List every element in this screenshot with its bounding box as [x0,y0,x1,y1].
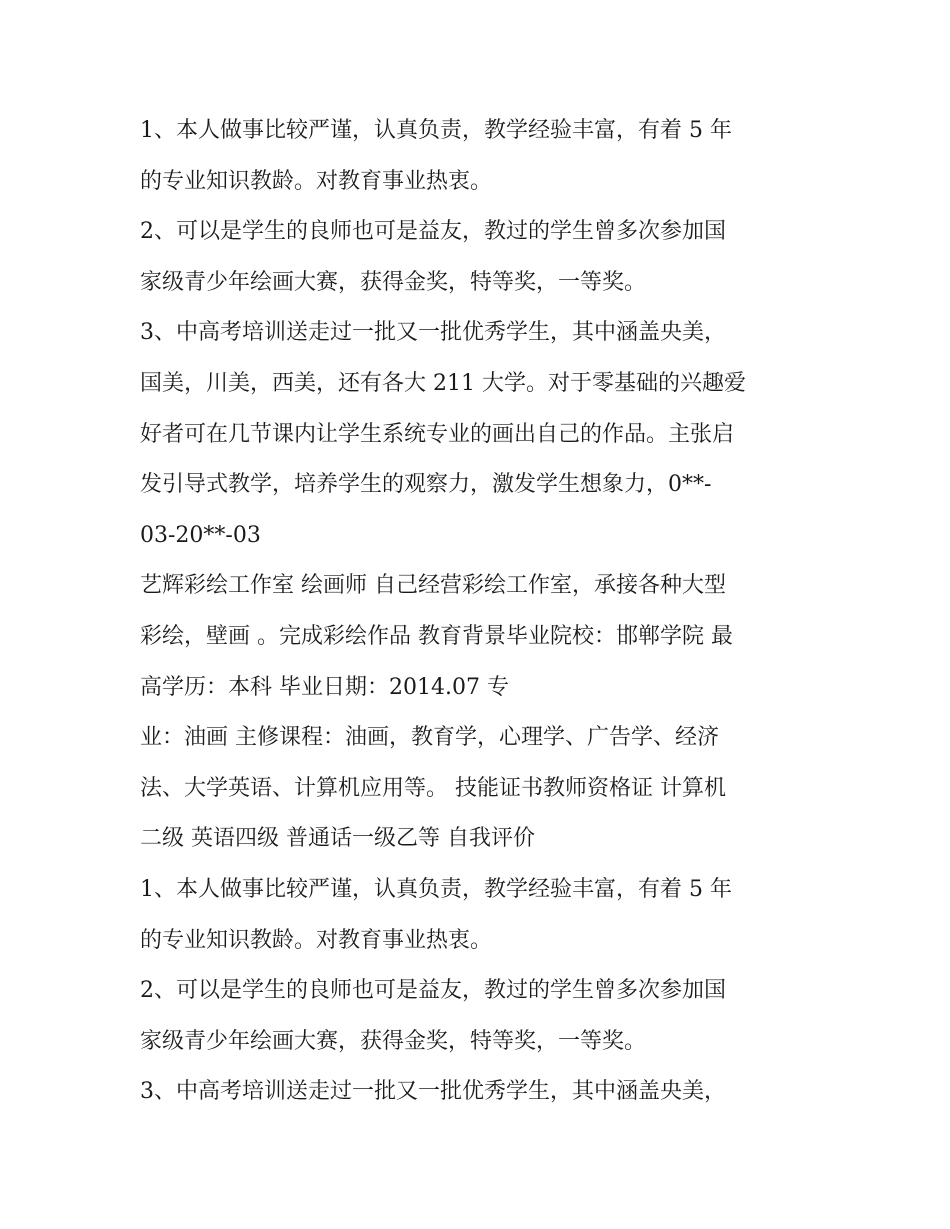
text-line-12: 高学历：本科 毕业日期：2014.07 专 [140,674,509,700]
text-line-14: 法、大学英语、计算机应用等。 技能证书教师资格证 计算机 [140,775,726,801]
text-line-11: 彩绘，壁画 。完成彩绘作品 教育背景毕业院校：邯郸学院 最 [140,623,733,649]
text-line-5: 3、中高考培训送走过一批又一批优秀学生，其中涵盖央美， [140,320,726,346]
text-line-6: 国美，川美，西美，还有各大 211 大学。对于零基础的兴趣爱 [140,370,746,396]
text-line-18: 2、可以是学生的良师也可是益友，教过的学生曾多次参加国 [140,978,726,1004]
text-line-20: 3、中高考培训送走过一批又一批优秀学生，其中涵盖央美， [140,1079,726,1105]
text-line-1: 1、本人做事比较严谨，认真负责，教学经验丰富，有着 5 年 [140,118,732,143]
text-line-10: 艺辉彩绘工作室 绘画师 自己经营彩绘工作室，承接各种大型 [140,573,726,599]
text-line-13: 业：油画 主修课程：油画，教育学，心理学、广告学、经济 [140,725,719,751]
text-line-4: 家级青少年绘画大赛，获得金奖，特等奖，一等奖。 [140,269,647,295]
text-line-7: 好者可在几节课内让学生系统专业的画出自己的作品。主张启 [140,421,735,447]
text-line-3: 2、可以是学生的良师也可是益友，教过的学生曾多次参加国 [140,219,726,245]
text-line-9: 03-20**-03 [140,522,261,548]
text-line-8: 发引导式教学，培养学生的观察力，激发学生想象力，0**- [140,472,712,498]
text-line-16: 1、本人做事比较严谨，认真负责，教学经验丰富，有着 5 年 [140,876,732,902]
text-line-2: 的专业知识教龄。对教育事业热衷。 [140,168,493,194]
text-line-17: 的专业知识教龄。对教育事业热衷。 [140,927,493,953]
text-line-19: 家级青少年绘画大赛，获得金奖，特等奖，一等奖。 [140,1028,647,1054]
document-body [140,106,820,1118]
text-line-15: 二级 英语四级 普通话一级乙等 自我评价 [140,826,535,852]
